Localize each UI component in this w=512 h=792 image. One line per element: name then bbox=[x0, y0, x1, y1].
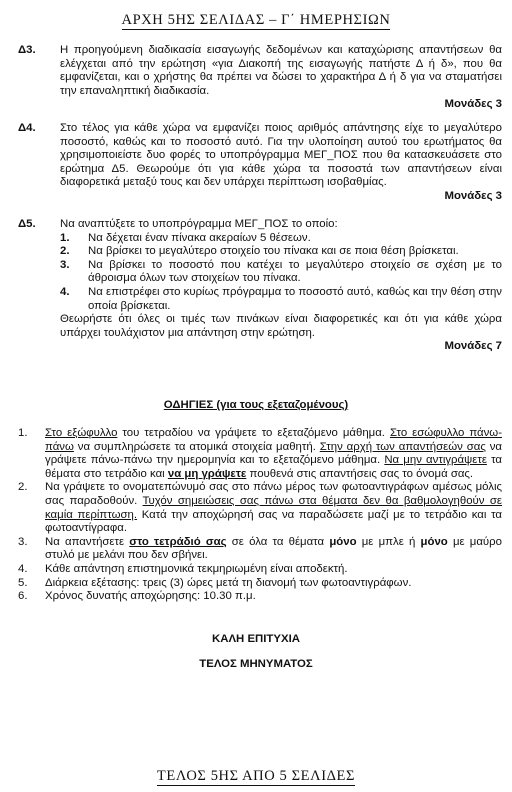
instruction-item: 6. Χρόνος δυνατής αποχώρησης: 10.30 π.μ. bbox=[18, 590, 256, 603]
question-text: Στο τέλος για κάθε χώρα να εμφανίζει ποιος αριθμός απάντησης είχε το μεγαλύτερο ποσοστό, καθώς και το ποσοστό αυτό. Για την υλοποίηση αυτού του ερωτήματος θα χρησιμοποιείστε δυο φορές το υποπρόγραμμα ΜΕΓ_ΠΟΣ που θα κατασκευάσετε στο ερώτημα Δ5. Θεωρούμε ότι για κάθε χώρα τα ποσοστά των απαντήσεων είναι διαφορετικά μεταξύ τους και δεν υπάρχει περίπτωση ισοβαθμίας. bbox=[60, 122, 502, 189]
question-label: Δ5. bbox=[18, 218, 36, 230]
page-footer: ΤΕΛΟΣ 5ΗΣ ΑΠΟ 5 ΣΕΛΙΔΕΣ bbox=[156, 768, 356, 784]
sub-item: 4. Να επιστρέφει στο κυρίως πρόγραμμα το ποσοστό αυτό, καθώς και την θέση στην οποία βρίσκεται. bbox=[60, 285, 502, 312]
end-message: ΤΕΛΟΣ ΜΗΝΥΜΑΤΟΣ bbox=[199, 658, 313, 670]
instruction-item: 5. Διάρκεια εξέτασης: τρεις (3) ώρες μετά τη διανομή των φωτοαντιγράφων. bbox=[18, 576, 412, 589]
question-outro: Θεωρήστε ότι όλες οι τιμές των πινάκων είναι διαφορετικές και ότι για κάθε χώρα υπάρχει τουλάχιστον μια απάντηση στην ερώτηση. bbox=[60, 313, 502, 339]
question-d5 bbox=[18, 218, 502, 354]
page-header: ΑΡΧΗ 5ΗΣ ΣΕΛΙΔΑΣ – Γ΄ ΗΜΕΡΗΣΙΩΝ bbox=[121, 12, 391, 28]
marks: Μονάδες 7 bbox=[444, 340, 502, 353]
question-label: Δ3. bbox=[18, 44, 36, 56]
instructions-title: ΟΔΗΓΙΕΣ (για τους εξεταζομένους) bbox=[163, 399, 349, 411]
question-text: Η προηγούμενη διαδικασία εισαγωγής δεδομένων και καταχώρισης απαντήσεων θα ελέγχεται από την ερώτηση «για Διακοπή της εισαγωγής πατήστε Δ ή δ», που θα εμφανίζεται, και ο χρήστης θα πρέπει να δώσει το χαρακτήρα Δ ή δ για να σταματήσει την επαναληπτική διαδικασία. bbox=[60, 44, 502, 97]
sub-item: 3. Να βρίσκει το ποσοστό που κατέχει το μεγαλύτερο στοιχείο σε σχέση με το άθροισμα όλων των στοιχείων του πίνακα. bbox=[60, 258, 502, 285]
sub-item: 2. Να βρίσκει το μεγαλύτερο στοιχείο του πίνακα και σε ποια θέση βρίσκεται. bbox=[60, 245, 459, 258]
marks: Μονάδες 3 bbox=[444, 98, 502, 111]
question-label: Δ4. bbox=[18, 122, 36, 134]
instruction-item: 3. Να απαντήσετε στο τετράδιό σας σε όλα τα θέματα μόνο με μπλε ή μόνο με μαύρο στυλό με μελάνι που δεν σβήνει. bbox=[18, 535, 502, 562]
question-d3 bbox=[18, 44, 502, 112]
good-luck: ΚΑΛΗ ΕΠΙΤΥΧΙΑ bbox=[212, 633, 300, 645]
sub-item: 1. Να δέχεται έναν πίνακα ακεραίων 5 θέσεων. bbox=[60, 231, 311, 244]
instruction-item: 4. Κάθε απάντηση επιστημονικά τεκμηριωμένη είναι αποδεκτή. bbox=[18, 562, 348, 575]
question-d4 bbox=[18, 122, 502, 204]
question-intro: Να αναπτύξετε το υποπρόγραμμα ΜΕΓ_ΠΟΣ το οποίο: bbox=[60, 218, 338, 230]
marks: Μονάδες 3 bbox=[444, 189, 502, 202]
instructions-list bbox=[18, 427, 502, 604]
instruction-item: 2. Να γράψετε το ονοματεπώνυμό σας στο πάνω μέρος των φωτοαντιγράφων αμέσως μόλις σας παραδοθούν. Τυχόν σημειώσεις σας πάνω στα θέματα δεν θα βαθμολογηθούν σε καμία περίπτωση. Κατά την αποχώρησή σας να παραδώσετε μαζί με το τετράδιο και τα φωτοαντίγραφα. bbox=[18, 481, 502, 535]
instruction-item: 1. Στο εξώφυλλο του τετραδίου να γράψετε το εξεταζόμενο μάθημα. Στο εσώφυλλο πάνω-πάνω να συμπληρώσετε τα ατομικά στοιχεία μαθητή. Στην αρχή των απαντήσεών σας να γράψετε πάνω-πάνω την ημερομηνία και το εξεταζόμενο μάθημα. Να μην αντιγράψετε τα θέματα στο τετράδιο και να μη γράψετε πουθενά στις απαντήσεις σας το όνομά σας. bbox=[18, 427, 502, 480]
